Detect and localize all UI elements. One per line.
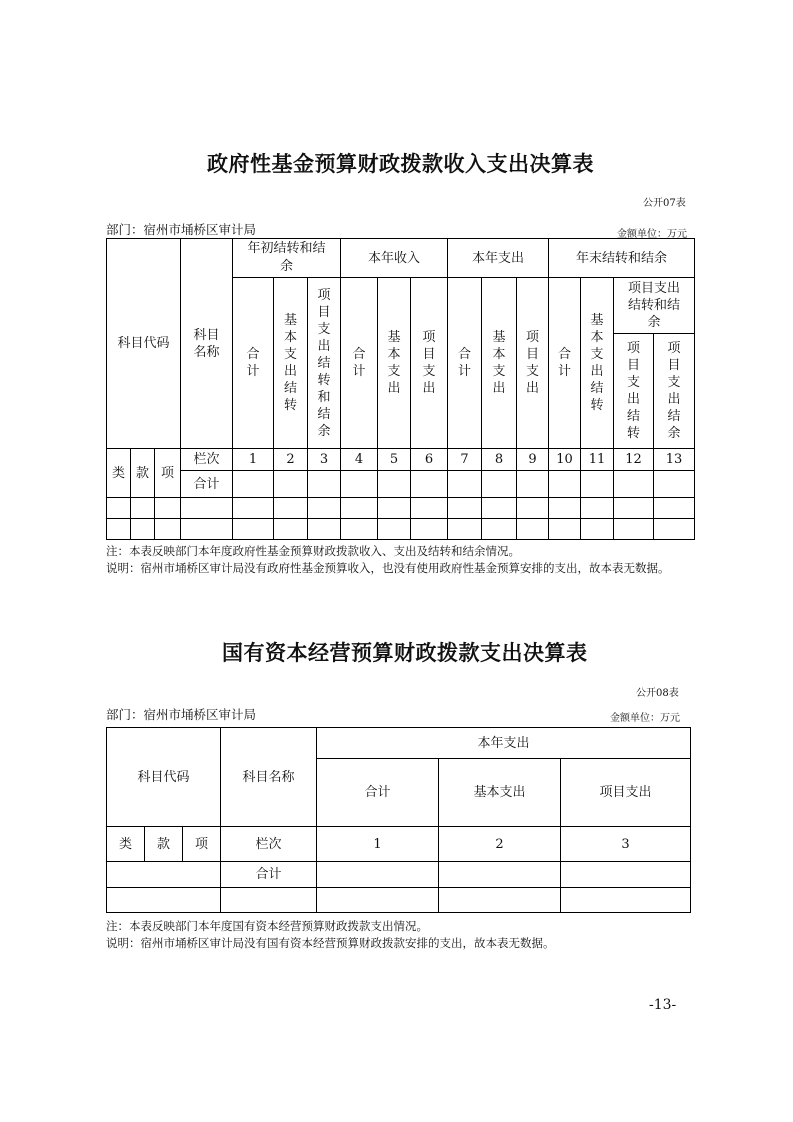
table2	[106, 727, 691, 913]
table2-title: 国有资本经营预算财政拨款支出决算表	[222, 641, 588, 665]
table1-form-number: 公开07表	[643, 198, 686, 209]
t2-header-subject-code: 科目代码	[107, 728, 221, 827]
t1-income-project: 项目支出	[411, 278, 448, 449]
t1-expense-project: 项目支出	[517, 278, 549, 449]
table1-amount-unit: 金额单位：万元	[617, 229, 687, 240]
t1-header-begin-balance: 年初结转和结余	[233, 239, 341, 278]
t2-col-1: 1	[317, 827, 439, 862]
t1-end-project-balance: 项目支出结转和结余	[614, 278, 695, 334]
table1-explanation: 说明：宿州市埇桥区审计局没有政府性基金预算收入，也没有使用政府性基金预算安排的支出，故本表无数据。	[106, 561, 670, 575]
t1-col-2: 2	[274, 449, 308, 471]
page-number: -13-	[649, 997, 677, 1013]
table2-form-number: 公开08表	[636, 688, 679, 699]
t1-col-11: 11	[581, 449, 614, 471]
table1-title: 政府性基金预算财政拨款收入支出决算表	[207, 152, 594, 176]
t1-item: 项	[155, 449, 181, 498]
table-row	[107, 498, 695, 519]
t2-col-3: 3	[561, 827, 691, 862]
table2-amount-unit: 金额单位：万元	[610, 713, 680, 724]
t1-header-end-balance: 年末结转和结余	[549, 239, 695, 278]
t2-header-basic: 基本支出	[439, 759, 561, 827]
t2-header-project: 项目支出	[561, 759, 691, 827]
t1-end-project-carry: 项目支出结转	[614, 334, 654, 449]
t1-header-subject-name: 科目名称	[181, 239, 233, 449]
t1-lanci: 栏次	[181, 449, 233, 471]
t2-header-subject-name: 科目名称	[221, 728, 317, 827]
t1-total-label: 合计	[181, 471, 233, 498]
t2-total-label: 合计	[221, 862, 317, 888]
t2-col-2: 2	[439, 827, 561, 862]
table-row	[107, 888, 691, 913]
t1-begin-total: 合计	[233, 278, 274, 449]
t1-col-10: 10	[549, 449, 581, 471]
t1-col-7: 7	[448, 449, 482, 471]
t1-begin-project-carry: 项目支出结转和结余	[308, 278, 341, 449]
t1-col-6: 6	[411, 449, 448, 471]
t1-end-project-surplus: 项目支出结余	[654, 334, 695, 449]
t1-col-1: 1	[233, 449, 274, 471]
t1-income-total: 合计	[341, 278, 378, 449]
t2-header-expense: 本年支出	[317, 728, 691, 759]
t2-category: 类	[107, 827, 145, 862]
table2-explanation: 说明：宿州市埇桥区审计局没有国有资本经营预算财政拨款安排的支出，故本表无数据。	[106, 936, 555, 950]
t1-header-expense: 本年支出	[448, 239, 549, 278]
t1-header-subject-code: 科目代码	[107, 239, 181, 449]
t1-end-total: 合计	[549, 278, 581, 449]
t1-col-4: 4	[341, 449, 378, 471]
t1-col-12: 12	[614, 449, 654, 471]
t2-item: 项	[183, 827, 221, 862]
table1-note: 注：本表反映部门本年度政府性基金预算财政拨款收入、支出及结转和结余情况。	[106, 544, 520, 558]
t1-col-8: 8	[482, 449, 517, 471]
table1	[106, 238, 695, 540]
t2-lanci: 栏次	[221, 827, 317, 862]
t1-total-row	[107, 471, 695, 498]
t1-income-basic: 基本支出	[378, 278, 411, 449]
table2-note: 注：本表反映部门本年度国有资本经营预算财政拨款支出情况。	[106, 919, 428, 933]
t2-total-row	[107, 862, 691, 888]
t1-kuan: 款	[131, 449, 155, 498]
table-row	[107, 519, 695, 540]
t1-expense-basic: 基本支出	[482, 278, 517, 449]
t1-begin-basic-carry: 基本支出结转	[274, 278, 308, 449]
table2-department: 部门：宿州市埇桥区审计局	[106, 707, 257, 722]
t1-category: 类	[107, 449, 131, 498]
t2-header-total: 合计	[317, 759, 439, 827]
t1-end-basic-carry: 基本支出结转	[581, 278, 614, 449]
t1-col-5: 5	[378, 449, 411, 471]
t1-expense-total: 合计	[448, 278, 482, 449]
table1-department: 部门：宿州市埇桥区审计局	[106, 222, 257, 237]
t1-header-income: 本年收入	[341, 239, 448, 278]
t1-col-9: 9	[517, 449, 549, 471]
t1-col-13: 13	[654, 449, 695, 471]
t2-kuan: 款	[145, 827, 183, 862]
t1-col-3: 3	[308, 449, 341, 471]
